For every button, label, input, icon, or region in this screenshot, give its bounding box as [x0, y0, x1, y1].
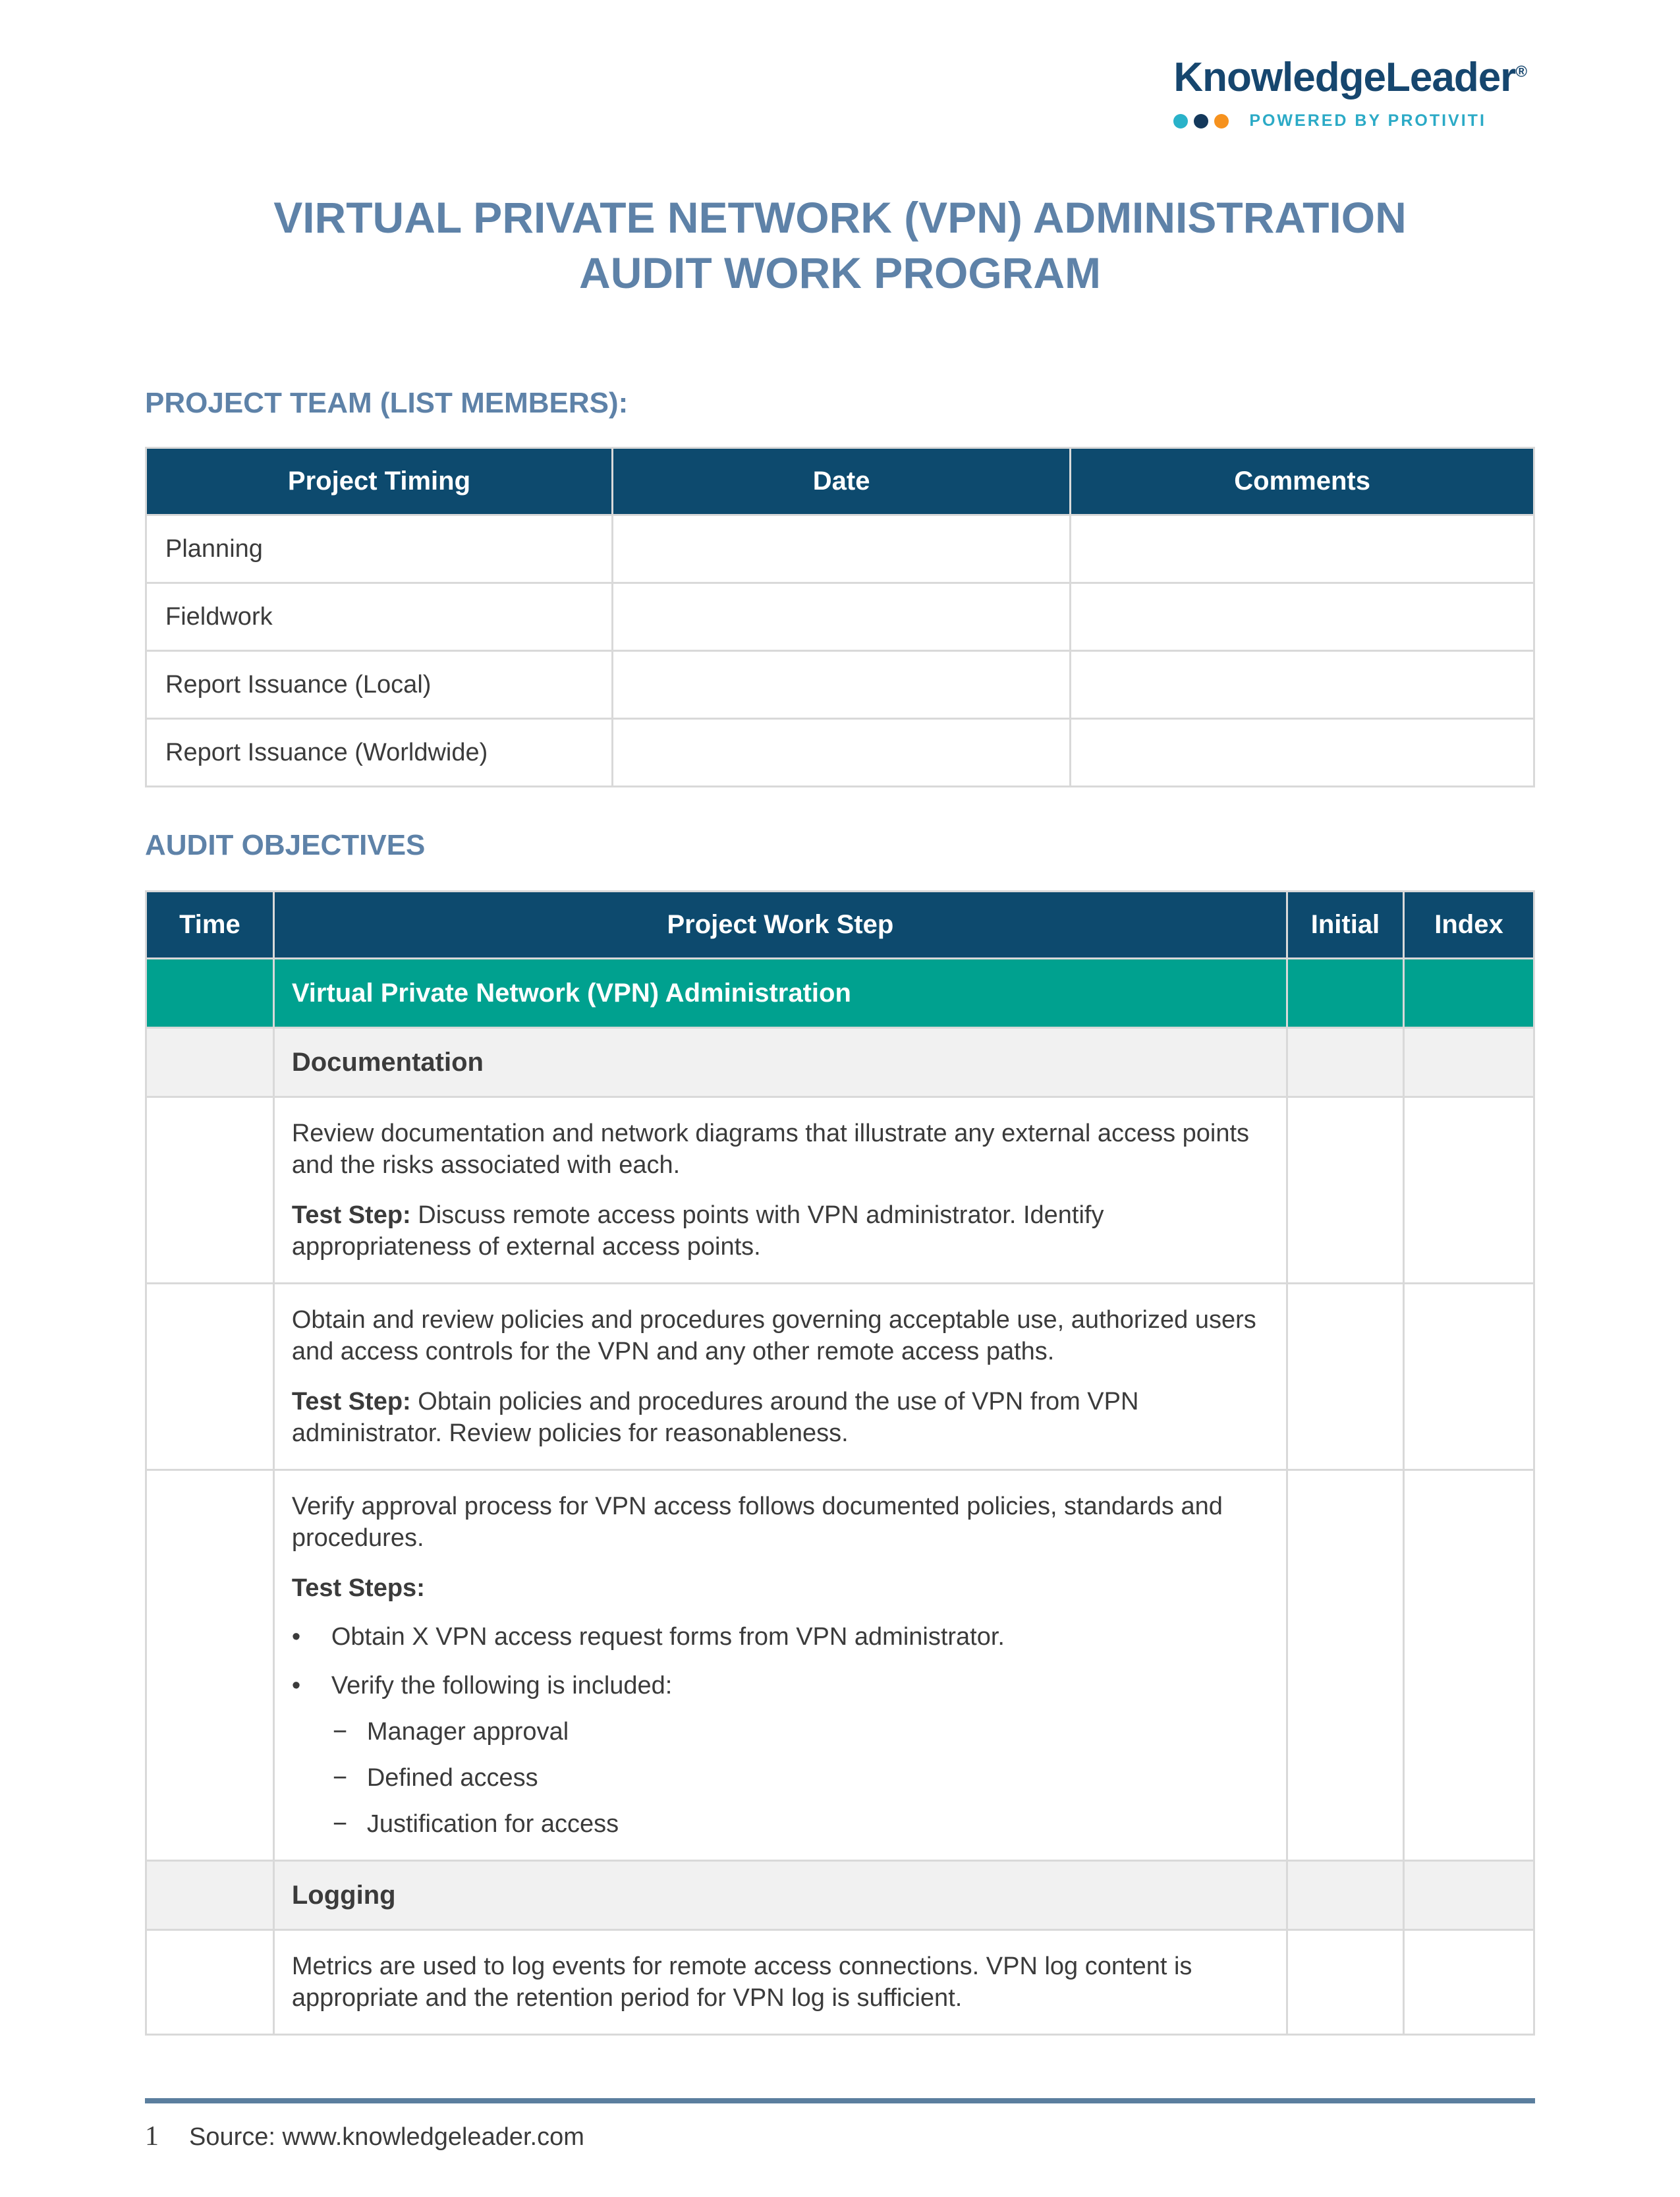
- time-cell: [146, 1028, 274, 1097]
- logo-dot-orange-icon: [1214, 114, 1229, 128]
- logo-tagline-text: POWERED BY PROTIVITI: [1249, 111, 1486, 130]
- dash-icon: −: [332, 1810, 348, 1838]
- date-cell: [612, 583, 1070, 651]
- comments-cell: [1071, 651, 1534, 719]
- section-row-documentation: [146, 1028, 1534, 1097]
- sub-bullet-text: Justification for access: [366, 1810, 619, 1838]
- index-cell: [1403, 959, 1534, 1028]
- step-description: Verify approval process for VPN access follows documented policies, standards and procedures.: [291, 1493, 1223, 1552]
- initial-cell: [1287, 1930, 1403, 2035]
- initial-cell: [1287, 1470, 1403, 1861]
- work-step-cell: [273, 1097, 1287, 1284]
- comments-cell: [1071, 515, 1534, 583]
- comments-cell: [1071, 583, 1534, 651]
- bullet-icon: •: [291, 1672, 301, 1699]
- work-step-cell: [273, 1470, 1287, 1861]
- test-step-paragraph: [292, 1199, 1269, 1263]
- test-step-paragraph: [292, 1386, 1269, 1449]
- comments-cell: [1071, 719, 1534, 787]
- initial-cell: [1287, 959, 1403, 1028]
- index-cell: [1403, 1028, 1534, 1097]
- dash-icon: −: [332, 1764, 348, 1792]
- table-row-report-issuance-worldwide: [146, 719, 1534, 787]
- sub-bullet-item: [333, 1762, 1269, 1794]
- column-header-project-work-step: Project Work Step: [273, 892, 1287, 959]
- index-cell: [1403, 1861, 1534, 1930]
- work-step-row-1: [146, 1097, 1534, 1284]
- time-cell: [146, 1470, 274, 1861]
- step-description: Review documentation and network diagrams that illustrate any external access points and the risks associated with each.: [291, 1120, 1250, 1179]
- project-timing-table: [145, 447, 1535, 787]
- logo-tagline-row: [1173, 111, 1527, 130]
- timing-cell: Planning: [146, 515, 613, 583]
- initial-cell: [1287, 1284, 1403, 1470]
- audit-objectives-table: [145, 890, 1535, 2036]
- column-header-comments: Comments: [1071, 448, 1534, 515]
- work-step-cell: [273, 1930, 1287, 2035]
- column-header-project-timing: Project Timing: [146, 448, 613, 515]
- group-row-vpn-administration: [146, 959, 1534, 1028]
- timing-cell: Fieldwork: [146, 583, 613, 651]
- time-cell: [146, 959, 274, 1028]
- table-row-fieldwork: [146, 583, 1534, 651]
- time-cell: [146, 1284, 274, 1470]
- audit-table-header-row: [146, 892, 1534, 959]
- date-cell: [612, 515, 1070, 583]
- time-cell: [146, 1097, 274, 1284]
- page-title-line1: VIRTUAL PRIVATE NETWORK (VPN) ADMINISTRATION: [273, 193, 1407, 242]
- column-header-date: Date: [612, 448, 1070, 515]
- page-footer: [145, 2098, 1535, 2152]
- logo-wordmark: [1173, 54, 1527, 101]
- work-step-row-3: [146, 1470, 1534, 1861]
- logo-brand-text: KnowledgeLeader: [1173, 55, 1516, 100]
- step-description: Metrics are used to log events for remote access connections. VPN log content is appropriate and the retention period for VPN log is sufficient.: [291, 1953, 1192, 2012]
- column-header-time: Time: [146, 892, 274, 959]
- logo-dot-teal-icon: [1173, 114, 1188, 128]
- test-step-label: Test Step:: [291, 1201, 411, 1229]
- footer-divider-bar: [145, 2098, 1535, 2103]
- date-cell: [612, 651, 1070, 719]
- column-header-initial: Initial: [1287, 892, 1403, 959]
- sub-bullet-text: Manager approval: [366, 1718, 569, 1746]
- test-step-text: Obtain policies and procedures around the use of VPN from VPN administrator. Review policies for reasonableness.: [291, 1388, 1139, 1447]
- page-number: 1: [145, 2121, 159, 2152]
- sub-bullet-item: [333, 1716, 1269, 1748]
- index-cell: [1403, 1097, 1534, 1284]
- table-row-report-issuance-local: [146, 651, 1534, 719]
- work-step-row-2: [146, 1284, 1534, 1470]
- test-steps-label: Test Steps:: [291, 1574, 425, 1602]
- timing-cell: Report Issuance (Worldwide): [146, 719, 613, 787]
- date-cell: [612, 719, 1070, 787]
- page-title: [145, 0, 1535, 300]
- registered-trademark-icon: ®: [1515, 63, 1527, 81]
- bullet-text: Obtain X VPN access request forms from VPN administrator.: [331, 1623, 1005, 1651]
- bullet-item: [292, 1621, 1269, 1653]
- work-step-cell: [273, 1284, 1287, 1470]
- initial-cell: [1287, 1861, 1403, 1930]
- bullet-icon: •: [291, 1623, 301, 1651]
- source-attribution: Source: www.knowledgeleader.com: [189, 2123, 584, 2151]
- project-table-header-row: [146, 448, 1534, 515]
- table-row-planning: [146, 515, 1534, 583]
- section-row-logging: [146, 1861, 1534, 1930]
- work-step-row-4: [146, 1930, 1534, 2035]
- test-steps-label-paragraph: [292, 1572, 1269, 1604]
- bullet-text: Verify the following is included:: [331, 1672, 673, 1699]
- index-cell: [1403, 1284, 1534, 1470]
- test-step-label: Test Step:: [291, 1388, 411, 1415]
- dash-icon: −: [332, 1718, 348, 1746]
- project-team-heading: PROJECT TEAM (LIST MEMBERS):: [145, 387, 629, 419]
- initial-cell: [1287, 1097, 1403, 1284]
- section-label: Documentation: [273, 1028, 1287, 1097]
- audit-objectives-heading: AUDIT OBJECTIVES: [145, 829, 426, 861]
- time-cell: [146, 1930, 274, 2035]
- timing-cell: Report Issuance (Local): [146, 651, 613, 719]
- footer-text-row: [145, 2121, 1535, 2152]
- sub-bullet-text: Defined access: [366, 1764, 538, 1792]
- group-label: Virtual Private Network (VPN) Administration: [273, 959, 1287, 1028]
- page-title-line2: AUDIT WORK PROGRAM: [579, 248, 1101, 297]
- time-cell: [146, 1861, 274, 1930]
- index-cell: [1403, 1930, 1534, 2035]
- step-description: Obtain and review policies and procedures governing acceptable use, authorized users and access controls for the VPN and any other remote access paths.: [291, 1306, 1256, 1365]
- initial-cell: [1287, 1028, 1403, 1097]
- test-step-text: Discuss remote access points with VPN administrator. Identify appropriateness of external access points.: [291, 1201, 1104, 1261]
- section-label: Logging: [273, 1861, 1287, 1930]
- index-cell: [1403, 1470, 1534, 1861]
- knowledgeleader-logo: [1173, 54, 1527, 130]
- logo-dot-navy-icon: [1194, 114, 1208, 128]
- bullet-item: [292, 1670, 1269, 1701]
- sub-bullet-item: [333, 1808, 1269, 1840]
- column-header-index: Index: [1403, 892, 1534, 959]
